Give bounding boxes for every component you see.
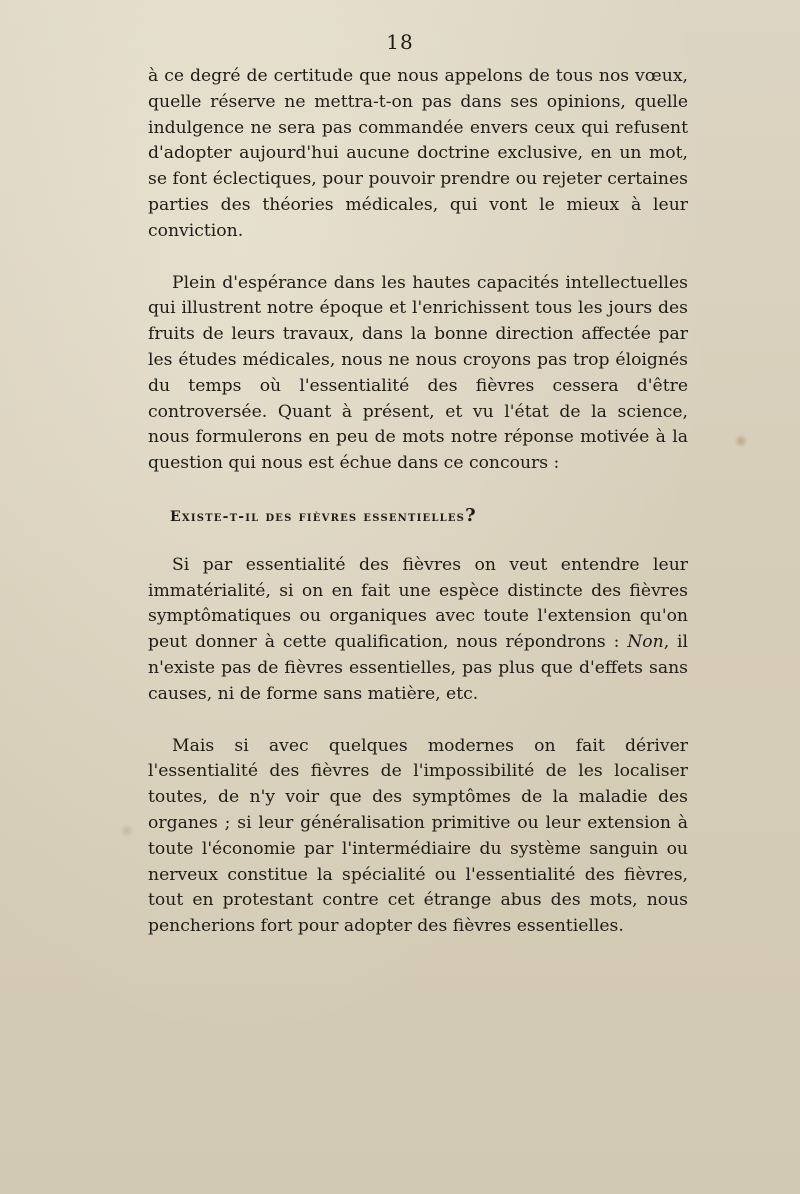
paper-stain: [120, 824, 134, 838]
body-text: [148, 64, 688, 966]
section-heading-text: Existe-t-il des fièvres essentielles: [170, 508, 466, 525]
section-heading: [170, 503, 688, 531]
paragraph-4: Mais si avec quelques modernes on fait dériver l'essentialité des fièvres de l'impossibilité de les localiser toutes, de n'y voir que des symptômes de la maladie des organes ; si leur généralisation primitive ou leur extension à toute l'économie par l'intermédiaire du système sanguin ou nerveux constitue la spécialité ou l'essentialité des fièvres, tout en protestant contre cet étrange abus des mots, nous pencherions fort pour adopter des fièvres essentielles.: [148, 735, 688, 937]
paragraph-3-emphasis: Non: [627, 632, 664, 653]
page-number: 18: [386, 30, 414, 54]
paragraph-3-before: Si par essentialité des fièvres on veut entendre leur immatérialité, si on en fait une espèce distincte des fièvres symptômatiques ou organiques avec toute l'extension qu'on peut donner à cette qualification, nous répondrons :: [148, 554, 688, 653]
paper-stain: [734, 434, 748, 448]
section-heading-mark: ?: [465, 504, 477, 526]
paragraph-1: à ce degré de certitude que nous appelons de tous nos vœux, quelle réserve ne mettra-t-on pas dans ses opinions, quelle indulgence ne sera pas commandée envers ceux qui refusent d'adopter aujourd'hui aucune doctrine exclusive, en un mot, se font éclectiques, pour pouvoir prendre ou rejeter certaines parties des théories médicales, qui vont le mieux à leur conviction.: [148, 66, 688, 241]
paragraph-2: Plein d'espérance dans les hautes capacités intellectuelles qui illustrent notre époque et l'enrichissent tous les jours des fruits de leurs travaux, dans la bonne direction affectée par les études médicales, nous ne nous croyons pas trop éloignés du temps où l'essentialité des fièvres cessera d'être controversée. Quant à présent, et vu l'état de la science, nous formulerons en peu de mots notre réponse motivée à la question qui nous est échue dans ce concours :: [148, 272, 688, 474]
paragraph-3: [148, 553, 688, 708]
paragraph-3-after: , il n'existe pas de fièvres essentielles, pas plus que d'effets sans causes, ni de forme sans matière, etc.: [148, 632, 689, 704]
